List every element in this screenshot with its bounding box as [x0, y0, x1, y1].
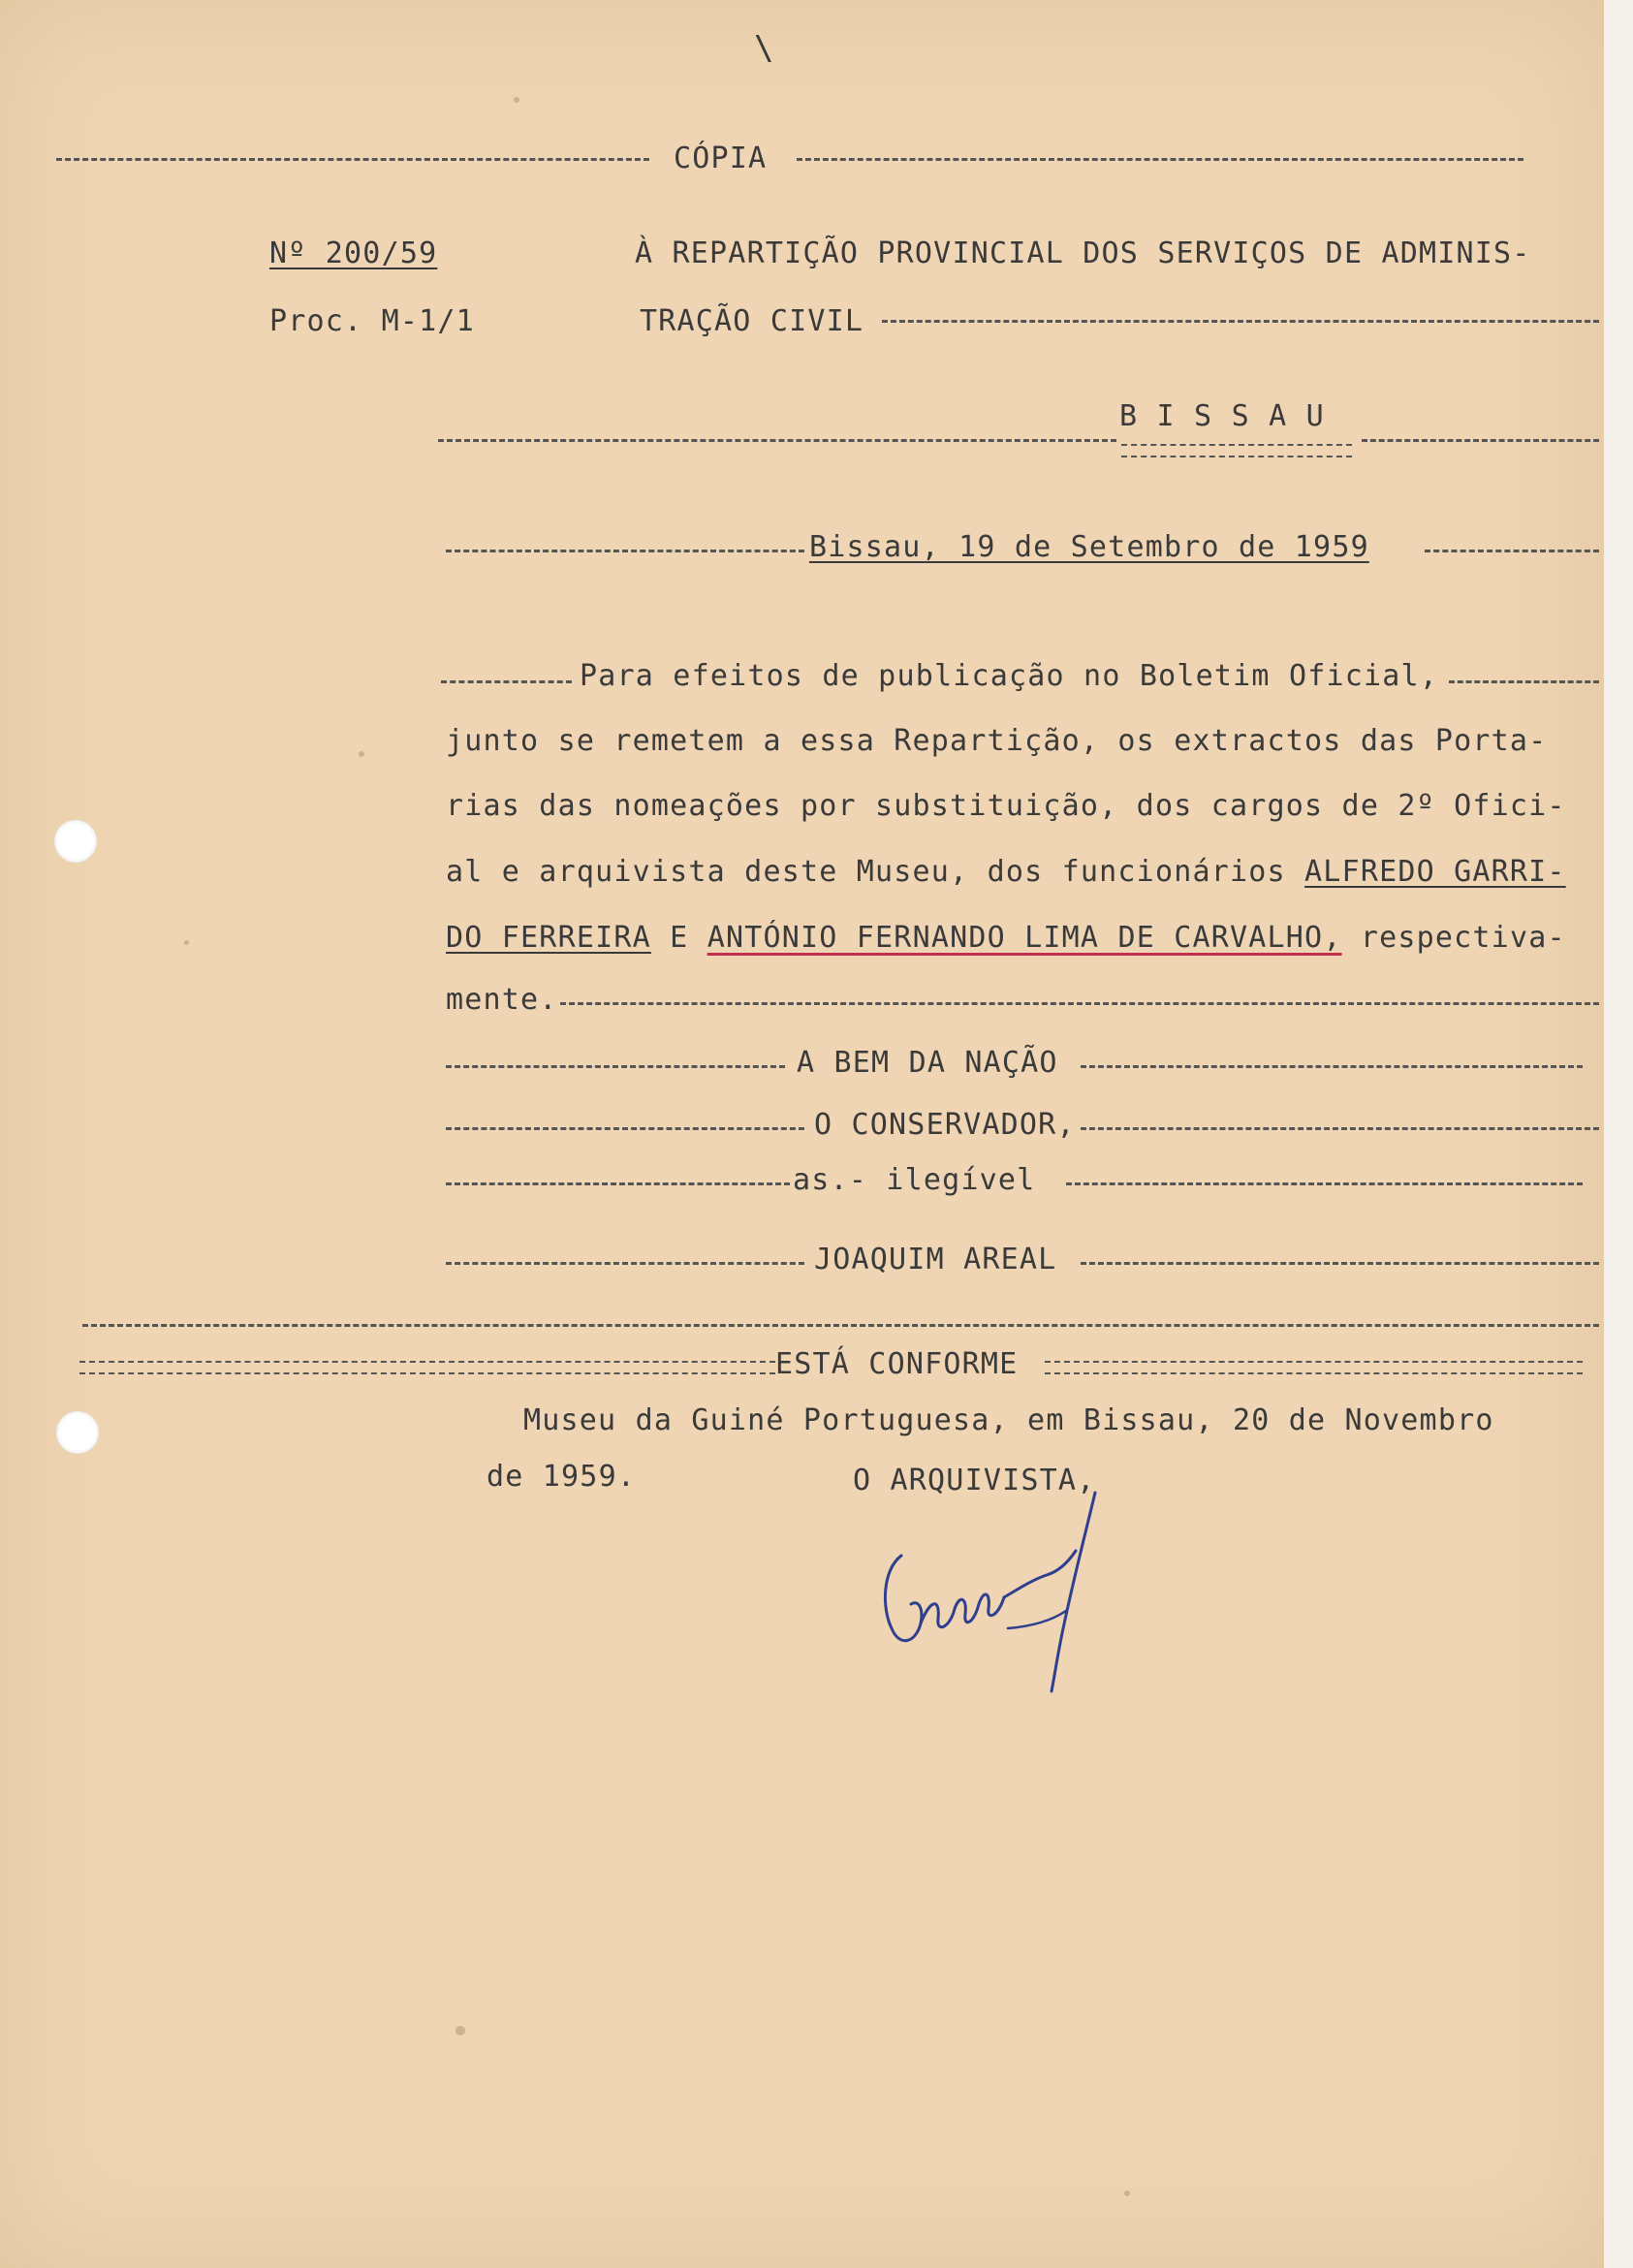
archivist-role: O ARQUIVISTA,: [853, 1464, 1096, 1497]
sig-note-rule-left: [446, 1182, 790, 1185]
certification-place-date: Museu da Guiné Portuguesa, em Bissau, 20 de Novembro: [523, 1403, 1494, 1437]
salutation-rule-right: [1081, 1065, 1583, 1068]
process-number: Proc. M-1/1: [269, 304, 475, 338]
city-rule-right: [1362, 439, 1599, 442]
addressee-line-2: TRAÇÃO CIVIL: [640, 304, 864, 338]
date-rule-left: [446, 550, 804, 552]
paper-speck: [455, 2026, 465, 2035]
body-line-2: junto se remetem a essa Repartição, os extractos das Porta-: [446, 724, 1548, 758]
name-rule-left: [446, 1262, 804, 1265]
city-rule-left: [438, 439, 1116, 442]
body-conjunction: E: [650, 921, 707, 955]
header-rule-right: [797, 158, 1523, 161]
salutation: A BEM DA NAÇÃO: [797, 1046, 1058, 1080]
punch-hole-top: [54, 820, 97, 863]
handwritten-signature: [863, 1483, 1115, 1696]
body-line-3: rias das nomeações por substituição, dos cargos de 2º Ofici-: [446, 789, 1566, 823]
reference-number: Nº 200/59: [269, 236, 438, 270]
body-line-4: [446, 853, 1566, 892]
copy-label: CÓPIA: [674, 142, 768, 175]
body-line-1: Para efeitos de publicação no Boletim Oficial,: [580, 659, 1439, 693]
stray-mark: \: [754, 29, 775, 68]
certification-year: de 1959.: [487, 1460, 637, 1494]
employee-name-1-part-2: DO FERREIRA: [446, 921, 651, 955]
city-double-underline: [1121, 444, 1352, 457]
conservator-role: O CONSERVADOR,: [814, 1108, 1076, 1142]
body-line-6-rule: [560, 1002, 1599, 1005]
employee-name-2: ANTÓNIO FERNANDO LIMA DE CARVALHO,: [707, 921, 1342, 955]
header-rule-left: [56, 158, 649, 161]
role-rule-right: [1081, 1127, 1599, 1130]
sig-note-rule-right: [1066, 1182, 1583, 1185]
body-line-1-rule: [1449, 680, 1599, 683]
addressee-line-1: À REPARTIÇÃO PROVINCIAL DOS SERVIÇOS DE ADMINIS-: [635, 236, 1531, 270]
body-indent-rule: [441, 680, 572, 683]
certification-rule-left: [79, 1361, 775, 1374]
name-rule-right: [1081, 1262, 1599, 1265]
date-line: Bissau, 19 de Setembro de 1959: [809, 530, 1369, 564]
certification-rule-right: [1045, 1361, 1583, 1374]
certification-label: ESTÁ CONFORME: [775, 1347, 1019, 1381]
addressee-rule: [882, 320, 1599, 323]
signature-note: as.- ilegível: [793, 1163, 1036, 1197]
paper-speck: [184, 940, 189, 945]
body-line-5-end: respectiva-: [1341, 921, 1566, 955]
paper-speck: [1124, 2190, 1130, 2196]
addressee-city: B I S S A U: [1119, 399, 1325, 433]
date-rule-right: [1425, 550, 1599, 552]
body-line-5: [446, 919, 1566, 958]
conservator-name: JOAQUIM AREAL: [814, 1243, 1057, 1276]
salutation-rule-left: [446, 1065, 785, 1068]
body-line-4-text: al e arquivista deste Museu, dos funcionários: [446, 855, 1305, 889]
section-separator: [82, 1324, 1599, 1327]
employee-name-1-part-1: ALFREDO GARRI-: [1304, 855, 1566, 889]
punch-hole-bottom: [56, 1411, 99, 1454]
scan-edge: [1604, 0, 1633, 2268]
paper-speck: [514, 97, 519, 103]
role-rule-left: [446, 1127, 804, 1130]
body-line-6: mente.: [446, 983, 558, 1017]
paper-speck: [359, 751, 364, 757]
